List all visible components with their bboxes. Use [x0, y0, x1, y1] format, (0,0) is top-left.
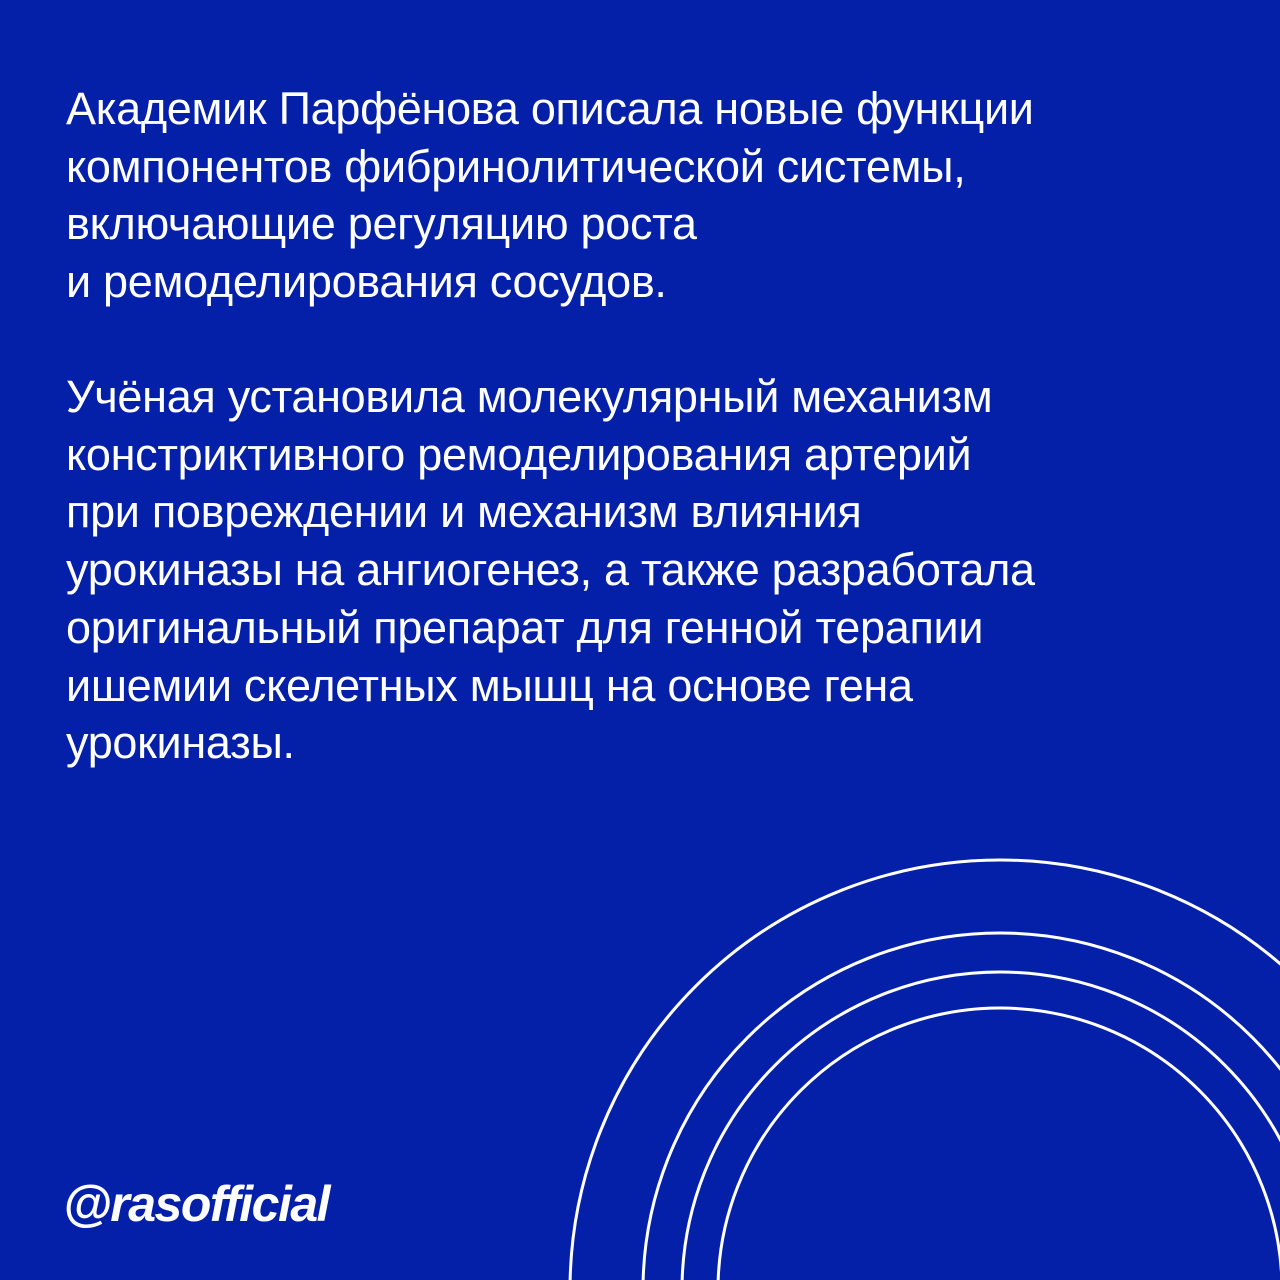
paragraph-line: оригинальный препарат для генной терапии	[66, 601, 984, 653]
ring-outer	[570, 860, 1280, 1280]
paragraph-details	[66, 368, 1226, 772]
paragraph-intro	[66, 80, 1226, 311]
ring-third	[682, 972, 1280, 1280]
ring-second	[643, 933, 1280, 1280]
paragraph-line: констриктивного ремоделирования артерий	[66, 428, 972, 480]
paragraph-line: Академик Парфёнова описала новые функции	[66, 83, 1034, 134]
paragraph-line: урокиназы на ангиогенез, а также разработала	[66, 544, 1035, 596]
paragraph-line: и ремоделирования сосудов.	[66, 256, 667, 308]
paragraph-line: Учёная установила молекулярный механизм	[66, 371, 993, 422]
ring-inner	[718, 1008, 1280, 1280]
paragraph-line: ишемии скелетных мышц на основе гена	[66, 659, 913, 711]
account-handle: @rasofficial	[63, 1176, 330, 1232]
paragraph-line: урокиназы.	[66, 717, 295, 769]
paragraph-line: при повреждении и механизм влияния	[66, 486, 862, 538]
paragraph-line: компонентов фибринолитической системы,	[66, 140, 966, 192]
paragraph-line: включающие регуляцию роста	[66, 198, 697, 250]
